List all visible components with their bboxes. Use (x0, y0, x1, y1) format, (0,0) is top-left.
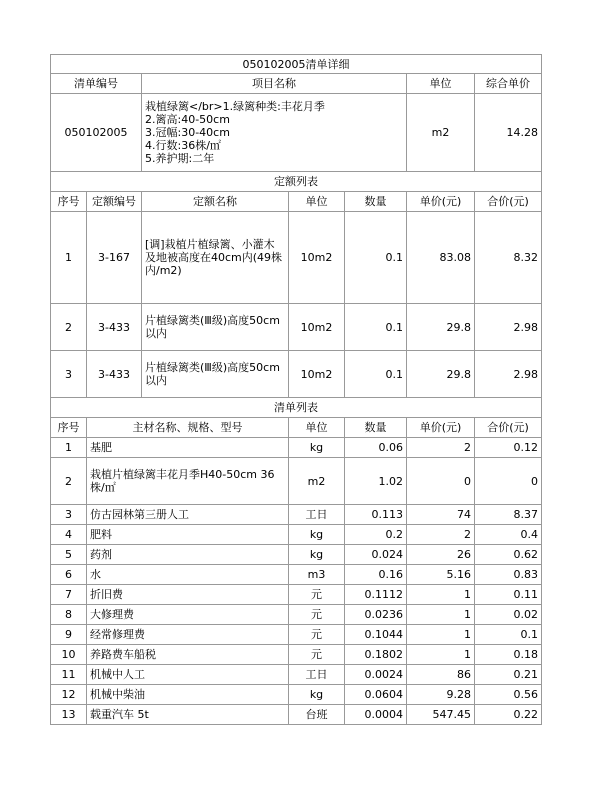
material-total: 0.22 (475, 705, 542, 725)
material-price: 1 (407, 625, 475, 645)
material-qty: 0.1112 (345, 585, 407, 605)
material-row (51, 545, 542, 565)
bill-name-header: 项目名称 (142, 74, 407, 94)
material-unit-header: 单位 (289, 418, 345, 438)
quota-row (51, 304, 542, 351)
quota-total: 8.32 (475, 212, 542, 304)
material-price: 5.16 (407, 565, 475, 585)
material-unit: 元 (289, 625, 345, 645)
material-qty: 0.113 (345, 505, 407, 525)
quota-unit: 10m2 (289, 304, 345, 351)
quota-price-header: 单价(元) (407, 192, 475, 212)
quota-code: 3-433 (87, 351, 142, 398)
material-qty: 0.2 (345, 525, 407, 545)
quota-name: 片植绿篱类(Ⅲ级)高度50cm以内 (142, 304, 289, 351)
material-name: 载重汽车 5t (87, 705, 289, 725)
quota-no-header: 序号 (51, 192, 87, 212)
material-no: 2 (51, 458, 87, 505)
material-total: 0.62 (475, 545, 542, 565)
material-no: 11 (51, 665, 87, 685)
material-no: 1 (51, 438, 87, 458)
material-qty: 0.06 (345, 438, 407, 458)
quota-total: 2.98 (475, 304, 542, 351)
material-unit: 元 (289, 585, 345, 605)
material-row (51, 505, 542, 525)
material-name: 栽植片植绿篱丰花月季H40-50cm 36株/㎡ (87, 458, 289, 505)
bill-code-header: 清单编号 (51, 74, 142, 94)
material-name: 经常修理费 (87, 625, 289, 645)
material-row (51, 458, 542, 505)
material-name: 大修理费 (87, 605, 289, 625)
material-price: 547.45 (407, 705, 475, 725)
material-name: 养路费车船税 (87, 645, 289, 665)
quota-section-title: 定额列表 (51, 172, 542, 192)
material-unit: m2 (289, 458, 345, 505)
material-total: 0.56 (475, 685, 542, 705)
material-price: 0 (407, 458, 475, 505)
material-row (51, 438, 542, 458)
material-qty: 0.0604 (345, 685, 407, 705)
material-price: 74 (407, 505, 475, 525)
quota-price: 29.8 (407, 351, 475, 398)
material-qty: 1.02 (345, 458, 407, 505)
material-price: 1 (407, 645, 475, 665)
quota-section-row (51, 172, 542, 192)
material-price: 86 (407, 665, 475, 685)
material-section-row (51, 398, 542, 418)
material-no: 10 (51, 645, 87, 665)
material-row (51, 685, 542, 705)
material-unit: m3 (289, 565, 345, 585)
material-unit: 台班 (289, 705, 345, 725)
material-header-row (51, 418, 542, 438)
quota-no: 1 (51, 212, 87, 304)
material-row (51, 525, 542, 545)
material-total: 0.12 (475, 438, 542, 458)
material-name: 仿古园林第三册人工 (87, 505, 289, 525)
material-row (51, 625, 542, 645)
material-no: 3 (51, 505, 87, 525)
material-total: 0.02 (475, 605, 542, 625)
material-no: 12 (51, 685, 87, 705)
material-section-title: 清单列表 (51, 398, 542, 418)
material-row (51, 665, 542, 685)
bill-code: 050102005 (51, 94, 142, 172)
material-name: 折旧费 (87, 585, 289, 605)
quota-code-header: 定额编号 (87, 192, 142, 212)
bill-detail-table (50, 54, 542, 725)
material-unit: kg (289, 525, 345, 545)
material-row (51, 705, 542, 725)
quota-unit-header: 单位 (289, 192, 345, 212)
material-name: 机械中柴油 (87, 685, 289, 705)
material-row (51, 585, 542, 605)
material-no: 13 (51, 705, 87, 725)
quota-code: 3-167 (87, 212, 142, 304)
material-qty: 0.0024 (345, 665, 407, 685)
material-price-header: 单价(元) (407, 418, 475, 438)
quota-row (51, 212, 542, 304)
quota-total: 2.98 (475, 351, 542, 398)
material-no: 6 (51, 565, 87, 585)
material-price: 1 (407, 605, 475, 625)
quota-code: 3-433 (87, 304, 142, 351)
quota-no: 2 (51, 304, 87, 351)
material-name: 基肥 (87, 438, 289, 458)
material-qty: 0.1044 (345, 625, 407, 645)
material-name: 机械中人工 (87, 665, 289, 685)
material-total-header: 合价(元) (475, 418, 542, 438)
material-no: 8 (51, 605, 87, 625)
quota-qty: 0.1 (345, 351, 407, 398)
material-row (51, 605, 542, 625)
material-unit: 工日 (289, 505, 345, 525)
quota-price: 29.8 (407, 304, 475, 351)
material-name-header: 主材名称、规格、型号 (87, 418, 289, 438)
quota-no: 3 (51, 351, 87, 398)
quota-name-header: 定额名称 (142, 192, 289, 212)
material-qty-header: 数量 (345, 418, 407, 438)
material-total: 0 (475, 458, 542, 505)
quota-qty: 0.1 (345, 304, 407, 351)
bill-name: 栽植绿篱</br>1.绿篱种类:丰花月季 2.篱高:40-50cm 3.冠幅:30-40cm 4.行数:36株/㎡ 5.养护期:二年 (142, 94, 407, 172)
bill-price-header: 综合单价 (475, 74, 542, 94)
material-name: 肥料 (87, 525, 289, 545)
material-qty: 0.0004 (345, 705, 407, 725)
quota-total-header: 合价(元) (475, 192, 542, 212)
material-price: 9.28 (407, 685, 475, 705)
quota-qty: 0.1 (345, 212, 407, 304)
bill-price: 14.28 (475, 94, 542, 172)
quota-qty-header: 数量 (345, 192, 407, 212)
quota-unit: 10m2 (289, 212, 345, 304)
quota-price: 83.08 (407, 212, 475, 304)
material-unit: kg (289, 438, 345, 458)
material-price: 1 (407, 585, 475, 605)
page-title: 050102005清单详细 (51, 55, 542, 74)
material-total: 0.1 (475, 625, 542, 645)
material-total: 8.37 (475, 505, 542, 525)
material-qty: 0.0236 (345, 605, 407, 625)
material-name: 药剂 (87, 545, 289, 565)
quota-name: 片植绿篱类(Ⅲ级)高度50cm以内 (142, 351, 289, 398)
material-total: 0.4 (475, 525, 542, 545)
material-no: 4 (51, 525, 87, 545)
material-row (51, 565, 542, 585)
quota-header-row (51, 192, 542, 212)
material-unit: 工日 (289, 665, 345, 685)
material-unit: kg (289, 545, 345, 565)
material-price: 26 (407, 545, 475, 565)
material-no: 7 (51, 585, 87, 605)
material-qty: 0.16 (345, 565, 407, 585)
title-row (51, 55, 542, 74)
bill-row (51, 94, 542, 172)
material-no-header: 序号 (51, 418, 87, 438)
material-qty: 0.024 (345, 545, 407, 565)
quota-unit: 10m2 (289, 351, 345, 398)
quota-name: [调]栽植片植绿篱、小灌木及地被高度在40cm内(49株内/m2) (142, 212, 289, 304)
quota-row (51, 351, 542, 398)
material-no: 9 (51, 625, 87, 645)
material-qty: 0.1802 (345, 645, 407, 665)
material-unit: 元 (289, 605, 345, 625)
material-total: 0.18 (475, 645, 542, 665)
material-name: 水 (87, 565, 289, 585)
bill-header-row (51, 74, 542, 94)
bill-unit: m2 (407, 94, 475, 172)
bill-unit-header: 单位 (407, 74, 475, 94)
material-total: 0.83 (475, 565, 542, 585)
material-no: 5 (51, 545, 87, 565)
material-total: 0.21 (475, 665, 542, 685)
material-unit: 元 (289, 645, 345, 665)
material-unit: kg (289, 685, 345, 705)
material-price: 2 (407, 525, 475, 545)
material-total: 0.11 (475, 585, 542, 605)
material-row (51, 645, 542, 665)
material-price: 2 (407, 438, 475, 458)
